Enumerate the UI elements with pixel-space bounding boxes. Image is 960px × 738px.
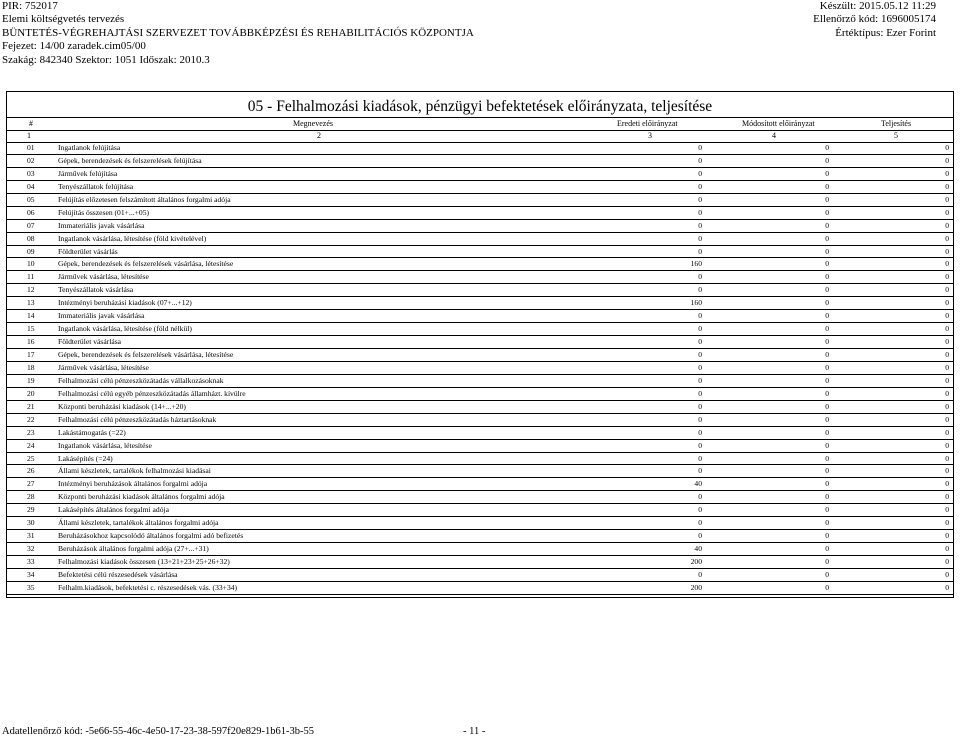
row-name: Gépek, berendezések és felszerelések vásárlása, létesítése	[58, 259, 234, 269]
row-performance: 0	[945, 311, 949, 321]
row-original: 0	[698, 272, 702, 282]
row-original: 0	[698, 427, 702, 437]
table-row	[7, 194, 953, 207]
row-index: 14	[27, 311, 35, 321]
row-performance: 0	[945, 531, 949, 541]
row-performance: 0	[945, 544, 949, 554]
report-table	[6, 91, 954, 598]
row-performance: 0	[945, 181, 949, 191]
row-original: 0	[698, 285, 702, 295]
row-original: 0	[698, 375, 702, 385]
row-performance: 0	[945, 272, 949, 282]
row-original: 0	[698, 505, 702, 515]
col-header-performance: Teljesítés	[881, 119, 912, 128]
col-number-4: 4	[772, 131, 776, 140]
table-row	[7, 323, 953, 336]
row-name: Földterület vásárlása	[58, 337, 122, 347]
table-row	[7, 233, 953, 246]
row-modified: 0	[825, 427, 829, 437]
row-performance: 0	[945, 479, 949, 489]
table-row	[7, 207, 953, 220]
row-index: 19	[27, 375, 35, 385]
row-original: 0	[698, 181, 702, 191]
row-performance: 0	[945, 505, 949, 515]
table-row	[7, 582, 953, 595]
row-name: Intézményi beruházási kiadások (07+...+12)	[58, 298, 192, 308]
row-original: 0	[698, 155, 702, 165]
row-modified: 0	[825, 337, 829, 347]
row-performance: 0	[945, 233, 949, 243]
row-modified: 0	[825, 259, 829, 269]
row-name: Állami készletek, tartalékok általános forgalmi adója	[58, 518, 219, 528]
row-modified: 0	[825, 246, 829, 256]
row-performance: 0	[945, 337, 949, 347]
row-performance: 0	[945, 155, 949, 165]
col-header-index: #	[29, 119, 33, 128]
row-performance: 0	[945, 246, 949, 256]
row-original: 0	[698, 207, 702, 217]
row-name: Gépek, berendezések és felszerelések felújítása	[58, 155, 202, 165]
row-index: 02	[27, 155, 35, 165]
table-row	[7, 530, 953, 543]
row-modified: 0	[825, 285, 829, 295]
row-name: Felhalm.kiadások, befektetési c. részesedések vás. (33+34)	[58, 582, 238, 592]
row-performance: 0	[945, 362, 949, 372]
row-modified: 0	[825, 375, 829, 385]
row-name: Járművek vásárlása, létesítése	[58, 272, 149, 282]
row-name: Ingatlanok vásárlása, létesítése (föld nélkül)	[58, 324, 192, 334]
row-index: 33	[27, 557, 35, 566]
row-modified: 0	[825, 168, 829, 178]
row-name: Felújítás előzetesen felszámított általános forgalmi adója	[58, 194, 231, 204]
table-row	[7, 517, 953, 530]
table-row	[7, 504, 953, 517]
row-name: Felhalmozási célú pénzeszközátadás háztartásoknak	[58, 414, 217, 424]
table-header	[7, 117, 953, 131]
row-name: Járművek felújítása	[58, 168, 118, 178]
row-modified: 0	[825, 181, 829, 191]
row-index: 25	[27, 453, 35, 463]
row-performance: 0	[945, 194, 949, 204]
row-modified: 0	[825, 233, 829, 243]
row-performance: 0	[945, 375, 949, 385]
organization-name: BÜNTETÉS-VÉGREHAJTÁSI SZERVEZET TOVÁBBKÉPZÉSI ÉS REHABILITÁCIÓS KÖZPONTJA	[2, 26, 474, 39]
row-index: 13	[27, 298, 35, 308]
row-modified: 0	[825, 194, 829, 204]
row-performance: 0	[945, 569, 949, 579]
row-original: 0	[698, 401, 702, 411]
header-right	[813, 0, 936, 40]
row-modified: 0	[825, 155, 829, 165]
row-original: 0	[698, 324, 702, 334]
row-performance: 0	[945, 324, 949, 334]
row-index: 09	[27, 246, 35, 256]
row-name: Lakásépítés általános forgalmi adója	[58, 505, 169, 515]
row-modified: 0	[825, 298, 829, 308]
report-title: 05 - Felhalmozási kiadások, pénzügyi befektetések előirányzata, teljesítése	[247, 98, 713, 115]
table-row	[7, 401, 953, 414]
row-index: 27	[27, 479, 35, 489]
row-original: 0	[698, 143, 702, 152]
row-index: 17	[27, 350, 35, 359]
row-performance: 0	[945, 492, 949, 502]
row-index: 34	[27, 569, 35, 579]
table-row	[7, 453, 953, 466]
row-modified: 0	[825, 311, 829, 321]
row-modified: 0	[825, 207, 829, 217]
col-header-name: Megnevezés	[293, 119, 333, 128]
row-index: 07	[27, 220, 35, 230]
row-index: 24	[27, 440, 35, 450]
table-row	[7, 220, 953, 233]
table-row	[7, 388, 953, 401]
col-header-modified: Módosított előirányzat	[742, 119, 815, 128]
row-original: 0	[698, 388, 702, 398]
row-modified: 0	[825, 466, 829, 476]
row-name: Felhalmozási célú pénzeszközátadás vállalkozásoknak	[58, 375, 224, 385]
row-index: 35	[27, 582, 35, 592]
row-name: Immateriális javak vásárlása	[58, 311, 145, 321]
table-row	[7, 543, 953, 556]
row-index: 30	[27, 518, 35, 528]
row-name: Lakástámogatás (=22)	[58, 427, 126, 437]
page-number: - 11 -	[463, 726, 486, 737]
row-original: 200	[690, 557, 702, 566]
row-original: 0	[698, 168, 702, 178]
row-original: 200	[690, 582, 702, 592]
table-row	[7, 271, 953, 284]
table-row	[7, 310, 953, 323]
row-original: 0	[698, 350, 702, 359]
value-type: Értéktípus: Ezer Forint	[835, 26, 936, 39]
row-index: 31	[27, 531, 35, 541]
row-original: 0	[698, 531, 702, 541]
row-name: Ingatlanok felújítása	[58, 143, 121, 152]
row-original: 0	[698, 194, 702, 204]
row-modified: 0	[825, 401, 829, 411]
row-original: 0	[698, 233, 702, 243]
row-performance: 0	[945, 168, 949, 178]
row-modified: 0	[825, 569, 829, 579]
row-performance: 0	[945, 401, 949, 411]
row-index: 32	[27, 544, 35, 554]
row-name: Befektetési célú részesedések vásárlása	[58, 569, 178, 579]
row-modified: 0	[825, 492, 829, 502]
row-original: 0	[698, 337, 702, 347]
row-index: 06	[27, 207, 35, 217]
table-row	[7, 258, 953, 271]
row-performance: 0	[945, 298, 949, 308]
created-timestamp: Készült: 2015.05.12 11:29	[819, 0, 936, 12]
row-original: 0	[698, 246, 702, 256]
row-index: 03	[27, 168, 35, 178]
row-index: 22	[27, 414, 35, 424]
row-name: Felhalmozási kiadások összesen (13+21+23+25+26+32)	[58, 557, 230, 566]
row-performance: 0	[945, 518, 949, 528]
row-name: Lakásépítés (=24)	[58, 453, 113, 463]
row-modified: 0	[825, 324, 829, 334]
table-row	[7, 556, 953, 569]
row-original: 0	[698, 569, 702, 579]
row-original: 0	[698, 453, 702, 463]
row-original: 160	[690, 259, 702, 269]
row-modified: 0	[825, 479, 829, 489]
row-name: Felhalmozási célú egyéb pénzeszközátadás államházt. kívülre	[58, 388, 246, 398]
report-kind: Elemi költségvetés tervezés	[2, 13, 125, 26]
row-original: 0	[698, 311, 702, 321]
col-number-2: 2	[317, 131, 321, 140]
row-original: 0	[698, 518, 702, 528]
row-modified: 0	[825, 453, 829, 463]
table-row	[7, 414, 953, 427]
row-index: 08	[27, 233, 35, 243]
row-performance: 0	[945, 466, 949, 476]
row-original: 0	[698, 492, 702, 502]
row-original: 0	[698, 466, 702, 476]
row-original: 0	[698, 414, 702, 424]
row-modified: 0	[825, 362, 829, 372]
row-name: Tenyészállatok vásárlása	[58, 285, 134, 295]
row-name: Immateriális javak vásárlása	[58, 220, 145, 230]
row-name: Állami készletek, tartalékok felhalmozási kiadásai	[58, 466, 211, 476]
row-modified: 0	[825, 518, 829, 528]
table-row	[7, 465, 953, 478]
check-code: Ellenőrző kód: 1696005174	[813, 13, 936, 26]
row-original: 0	[698, 440, 702, 450]
row-modified: 0	[825, 272, 829, 282]
row-performance: 0	[945, 414, 949, 424]
table-row	[7, 168, 953, 181]
table-body	[7, 142, 953, 595]
row-modified: 0	[825, 388, 829, 398]
table-row	[7, 284, 953, 297]
row-modified: 0	[825, 414, 829, 424]
row-original: 0	[698, 362, 702, 372]
row-performance: 0	[945, 259, 949, 269]
row-name: Intézményi beruházások általános forgalmi adója	[58, 479, 208, 489]
row-name: Központi beruházási kiadások (14+...+20)	[58, 401, 186, 411]
row-modified: 0	[825, 544, 829, 554]
chapter-info: Fejezet: 14/00 zaradek.cim05/00	[2, 40, 146, 53]
row-name: Gépek, berendezések és felszerelések vásárlása, létesítése	[58, 350, 234, 359]
col-number-3: 3	[648, 131, 652, 140]
col-number-5: 5	[894, 131, 898, 140]
row-name: Beruházásokhoz kapcsolódó általános forgalmi adó befizetés	[58, 531, 244, 541]
row-name: Földterület vásárlás	[58, 246, 118, 256]
row-performance: 0	[945, 388, 949, 398]
table-row	[7, 246, 953, 259]
row-performance: 0	[945, 453, 949, 463]
row-index: 15	[27, 324, 35, 334]
row-index: 26	[27, 466, 35, 476]
row-modified: 0	[825, 220, 829, 230]
row-name: Tenyészállatok felújítása	[58, 181, 134, 191]
table-row	[7, 181, 953, 194]
row-modified: 0	[825, 143, 829, 152]
col-header-original: Eredeti előirányzat	[617, 119, 678, 128]
row-index: 01	[27, 143, 35, 152]
row-original: 40	[694, 479, 702, 489]
row-index: 29	[27, 505, 35, 515]
table-row	[7, 440, 953, 453]
row-name: Felújítás összesen (01+...+05)	[58, 207, 150, 217]
row-performance: 0	[945, 557, 949, 566]
table-row	[7, 336, 953, 349]
row-performance: 0	[945, 143, 949, 152]
table-row	[7, 297, 953, 310]
header-left	[2, 0, 474, 67]
row-index: 18	[27, 362, 35, 372]
sector-info: Szakág: 842340 Szektor: 1051 Időszak: 2010.3	[2, 53, 210, 66]
row-performance: 0	[945, 427, 949, 437]
row-modified: 0	[825, 350, 829, 359]
row-original: 0	[698, 220, 702, 230]
row-original: 40	[694, 544, 702, 554]
table-row	[7, 142, 953, 155]
row-modified: 0	[825, 505, 829, 515]
table-row	[7, 491, 953, 504]
row-modified: 0	[825, 531, 829, 541]
table-row	[7, 478, 953, 491]
table-row	[7, 362, 953, 375]
row-modified: 0	[825, 557, 829, 566]
table-row	[7, 569, 953, 582]
row-index: 23	[27, 427, 35, 437]
row-index: 28	[27, 492, 35, 502]
table-row	[7, 375, 953, 388]
pir-label: PIR: 752017	[2, 0, 58, 12]
table-row	[7, 155, 953, 168]
table-row	[7, 427, 953, 440]
row-index: 11	[27, 272, 35, 282]
row-name: Ingatlanok vásárlása, létesítése (föld kivételével)	[58, 233, 207, 243]
row-index: 21	[27, 401, 35, 411]
footer-check-code: Adatellenőrző kód: -5e66-55-46c-4e50-17-23-38-597f20e829-1b61-3b-55	[2, 726, 314, 737]
row-name: Járművek vásárlása, létesítése	[58, 362, 149, 372]
row-performance: 0	[945, 440, 949, 450]
col-number-1: 1	[27, 131, 31, 140]
row-name: Ingatlanok vásárlása, létesítése	[58, 440, 152, 450]
row-performance: 0	[945, 220, 949, 230]
row-performance: 0	[945, 582, 949, 592]
row-name: Beruházások általános forgalmi adója (27+...+31)	[58, 544, 209, 554]
row-index: 12	[27, 285, 35, 295]
table-row	[7, 349, 953, 362]
row-index: 05	[27, 194, 35, 204]
row-index: 04	[27, 181, 35, 191]
row-index: 10	[27, 259, 35, 269]
row-performance: 0	[945, 207, 949, 217]
row-index: 20	[27, 388, 35, 398]
row-modified: 0	[825, 582, 829, 592]
row-modified: 0	[825, 440, 829, 450]
row-performance: 0	[945, 285, 949, 295]
row-performance: 0	[945, 350, 949, 359]
row-name: Központi beruházási kiadások általános forgalmi adója	[58, 492, 225, 502]
row-index: 16	[27, 337, 35, 347]
row-original: 160	[690, 298, 702, 308]
